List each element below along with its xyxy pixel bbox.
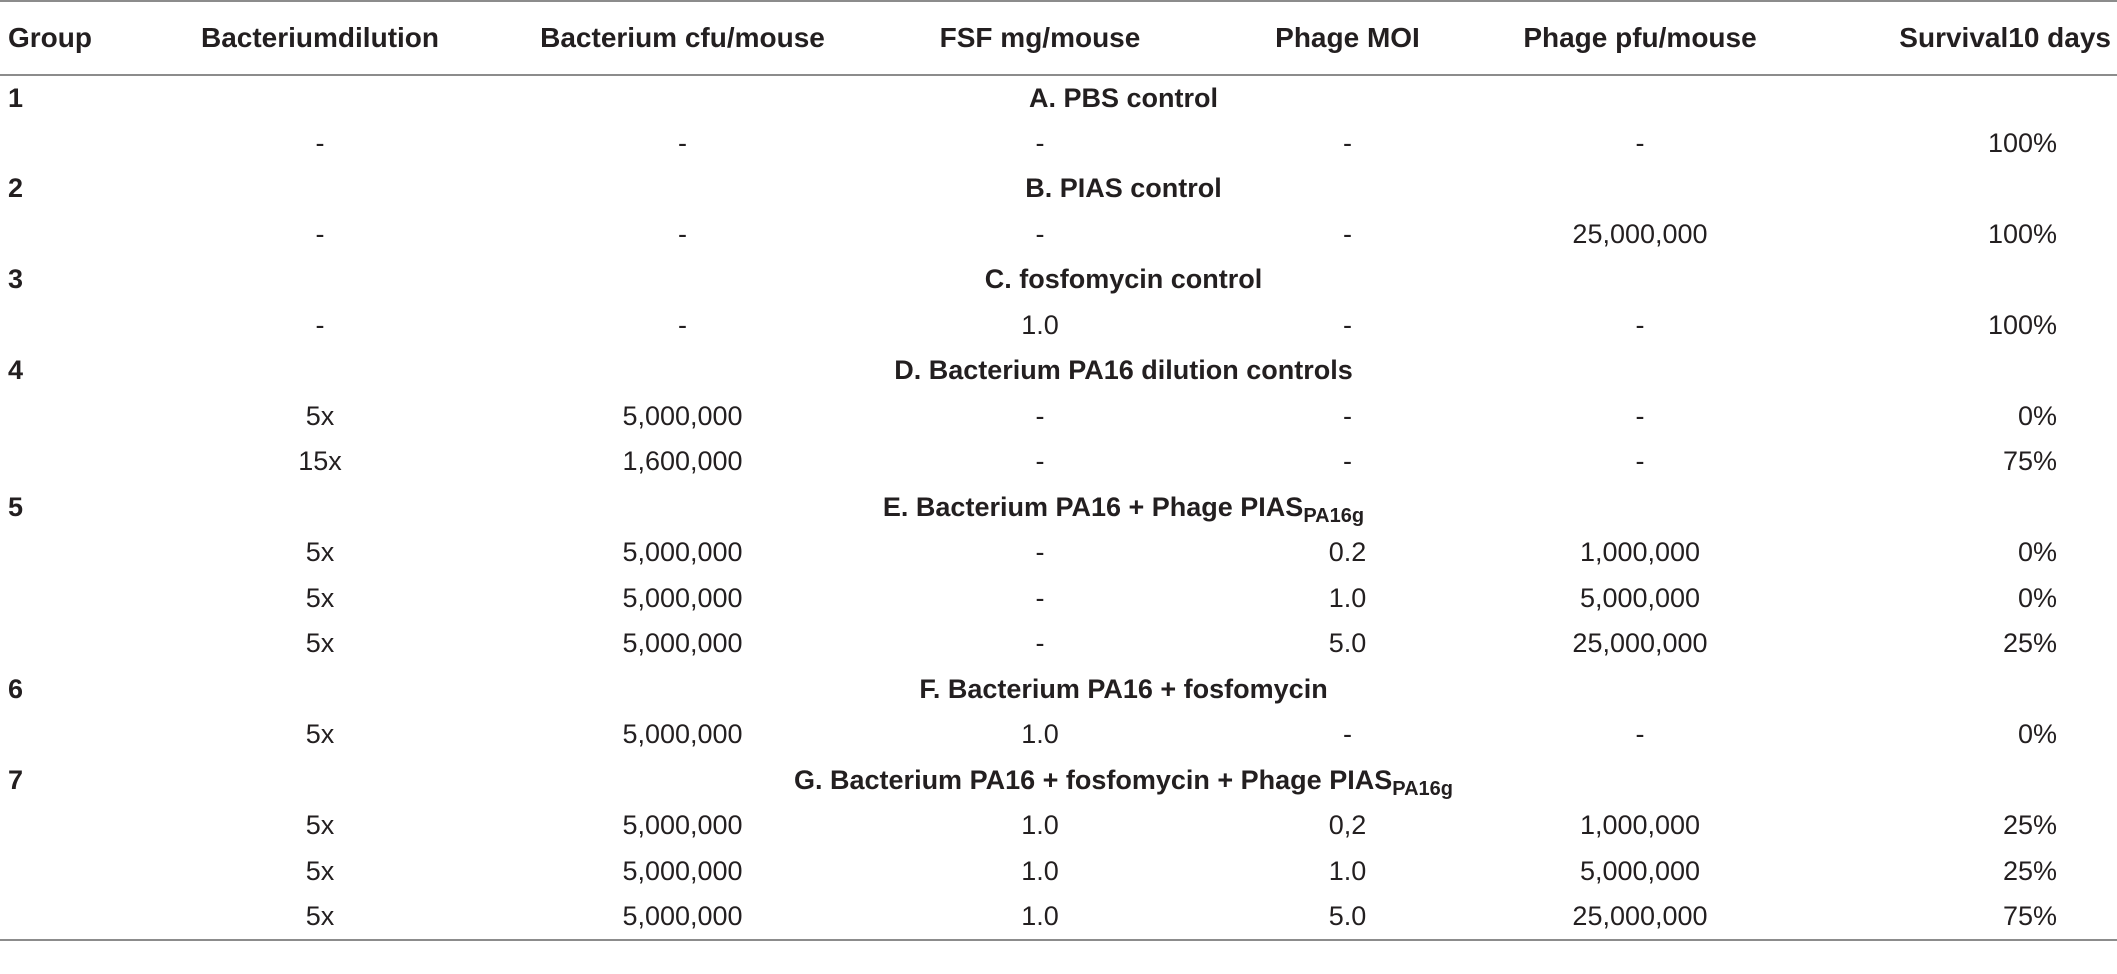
group-title-text: G. Bacterium PA16 + fosfomycin + Phage PIAS [794, 764, 1393, 795]
cell-phage-moi: 5.0 [1328, 628, 1367, 659]
cell-survival: 25% [2002, 810, 2057, 841]
group-number: 1 [8, 82, 24, 113]
cell-bacterium-cfu: - [678, 127, 687, 158]
cell-bacterium-dilution: - [315, 309, 325, 340]
group-cell-empty [0, 439, 130, 485]
cell-bacterium-dilution: 5x [130, 894, 510, 940]
group-title [130, 758, 2117, 804]
cell-bacterium-dilution: - [315, 127, 325, 158]
header-phage-pfu: Phage pfu/mouse [1470, 1, 1810, 75]
cell-bacterium-cfu: 5,000,000 [622, 537, 743, 568]
header-phage-moi: Phage MOI [1225, 1, 1470, 75]
cell-bacterium-cfu: 5,000,000 [622, 582, 743, 613]
group-header-row [0, 166, 2117, 212]
group-title-text: B. PIAS control [1025, 173, 1222, 204]
group-title [130, 257, 2117, 303]
cell-survival: 100% [1987, 127, 2057, 158]
cell-phage-moi: - [1343, 400, 1352, 431]
table-row [0, 394, 2117, 440]
table-body [0, 75, 2117, 940]
group-title-text: E. Bacterium PA16 + Phage PIAS [882, 491, 1304, 522]
group-number: 6 [8, 673, 24, 704]
cell-phage-moi: - [1343, 309, 1352, 340]
cell-phage-moi: 5.0 [1225, 894, 1470, 940]
cell-bacterium-dilution: 5x [305, 855, 335, 886]
group-title [130, 75, 2117, 121]
cell-phage-moi: - [1343, 719, 1352, 750]
group-title-subscript: PA16g [1392, 777, 1453, 800]
group-title-subscript: PA16g [1303, 504, 1365, 527]
cell-survival: 100% [1987, 218, 2057, 249]
cell-bacterium-cfu: - [678, 309, 687, 340]
cell-fsf-mg: - [1035, 537, 1045, 568]
cell-phage-pfu: 25,000,000 [1572, 218, 1708, 249]
group-cell-empty [0, 212, 130, 258]
cell-phage-pfu: 25,000,000 [1572, 628, 1708, 659]
table-row [0, 803, 2117, 849]
table-row [0, 576, 2117, 622]
cell-bacterium-dilution: 5x [305, 628, 335, 659]
group-header-row [0, 667, 2117, 713]
header-fsf-mg: FSF mg/mouse [855, 1, 1225, 75]
cell-fsf-mg: - [1035, 400, 1045, 431]
group-cell-empty [0, 394, 130, 440]
cell-bacterium-dilution: 5x [305, 537, 335, 568]
group-header-row [0, 257, 2117, 303]
cell-bacterium-cfu: 5,000,000 [622, 628, 743, 659]
group-cell-empty [0, 849, 130, 895]
table-row [0, 212, 2117, 258]
cell-bacterium-dilution: 5x [305, 582, 335, 613]
group-cell-empty [0, 803, 130, 849]
cell-fsf-mg: - [1035, 127, 1045, 158]
group-cell-empty [0, 712, 130, 758]
table-row [0, 712, 2117, 758]
cell-phage-pfu: - [1635, 127, 1645, 158]
cell-phage-pfu: 25,000,000 [1470, 894, 1810, 940]
cell-bacterium-cfu: - [678, 218, 687, 249]
cell-phage-pfu: 1,000,000 [1579, 810, 1701, 841]
cell-bacterium-cfu: 5,000,000 [622, 855, 743, 886]
cell-fsf-mg: 1.0 [1021, 309, 1059, 340]
cell-fsf-mg: - [1035, 218, 1045, 249]
cell-phage-moi: 1.0 [1328, 582, 1367, 613]
header-row [0, 1, 2117, 75]
cell-phage-moi: 0.2 [1328, 537, 1367, 568]
group-title [130, 166, 2117, 212]
cell-phage-moi: 0,2 [1328, 810, 1367, 841]
cell-phage-pfu: - [1635, 446, 1645, 477]
group-title-text: F. Bacterium PA16 + fosfomycin [919, 673, 1328, 704]
cell-survival: 25% [2002, 628, 2057, 659]
cell-fsf-mg: - [1035, 446, 1045, 477]
table-row [0, 849, 2117, 895]
group-title-text: D. Bacterium PA16 dilution controls [894, 355, 1353, 386]
cell-phage-pfu: - [1635, 719, 1645, 750]
cell-phage-pfu: - [1635, 309, 1645, 340]
cell-survival: 100% [1987, 309, 2057, 340]
cell-phage-pfu: 1,000,000 [1579, 537, 1701, 568]
cell-phage-moi: - [1343, 127, 1352, 158]
header-bacterium-cfu: Bacterium cfu/mouse [510, 1, 855, 75]
group-title [130, 485, 2117, 531]
group-number: 2 [8, 173, 24, 204]
table-row [0, 621, 2117, 667]
cell-bacterium-cfu: 1,600,000 [622, 446, 743, 477]
group-title-text: C. fosfomycin control [984, 264, 1263, 295]
cell-survival: 0% [2017, 719, 2057, 750]
cell-bacterium-dilution: 5x [305, 719, 335, 750]
cell-fsf-mg: - [1035, 582, 1045, 613]
cell-phage-moi: - [1343, 218, 1352, 249]
cell-bacterium-dilution: 5x [305, 810, 335, 841]
table-row [0, 530, 2117, 576]
cell-phage-pfu: 5,000,000 [1579, 582, 1701, 613]
group-number: 7 [8, 764, 24, 795]
table-row [0, 439, 2117, 485]
cell-fsf-mg: 1.0 [1021, 855, 1059, 886]
group-title [130, 348, 2117, 394]
cell-survival: 25% [2002, 855, 2057, 886]
group-title [130, 667, 2117, 713]
group-cell-empty [0, 576, 130, 622]
group-header-row [0, 348, 2117, 394]
header-survival: Survival10 days [1810, 1, 2117, 75]
group-cell-empty [0, 894, 130, 940]
table-row [0, 303, 2117, 349]
group-number: 3 [8, 264, 24, 295]
cell-bacterium-dilution: 15x [298, 446, 342, 477]
header-bacterium-dilution: Bacteriumdilution [130, 1, 510, 75]
cell-bacterium-cfu: 5,000,000 [510, 894, 855, 940]
cell-survival: 0% [2017, 582, 2057, 613]
header-group: Group [0, 1, 130, 75]
cell-phage-moi: 1.0 [1328, 855, 1367, 886]
cell-phage-pfu: 5,000,000 [1579, 855, 1701, 886]
table-row [0, 121, 2117, 167]
group-number: 5 [8, 491, 24, 522]
cell-survival: 0% [2017, 400, 2057, 431]
cell-bacterium-cfu: 5,000,000 [622, 400, 743, 431]
group-cell-empty [0, 121, 130, 167]
cell-phage-pfu: - [1635, 400, 1645, 431]
group-header-row [0, 758, 2117, 804]
cell-survival: 0% [2017, 537, 2057, 568]
cell-fsf-mg: 1.0 [855, 894, 1225, 940]
table-header [0, 1, 2117, 75]
group-cell-empty [0, 303, 130, 349]
cell-survival: 75% [2002, 446, 2057, 477]
cell-bacterium-dilution: 5x [305, 400, 335, 431]
group-cell-empty [0, 530, 130, 576]
cell-phage-moi: - [1343, 446, 1352, 477]
cell-survival: 75% [1810, 894, 2117, 940]
group-header-row [0, 75, 2117, 121]
group-header-row [0, 485, 2117, 531]
cell-fsf-mg: 1.0 [1021, 719, 1059, 750]
cell-bacterium-cfu: 5,000,000 [622, 719, 743, 750]
table-row [0, 894, 2117, 940]
cell-bacterium-dilution: - [315, 218, 325, 249]
cell-fsf-mg: - [1035, 628, 1045, 659]
cell-bacterium-cfu: 5,000,000 [622, 810, 743, 841]
group-cell-empty [0, 621, 130, 667]
cell-fsf-mg: 1.0 [1021, 810, 1059, 841]
group-title-text: A. PBS control [1028, 82, 1218, 113]
group-number: 4 [8, 355, 24, 386]
